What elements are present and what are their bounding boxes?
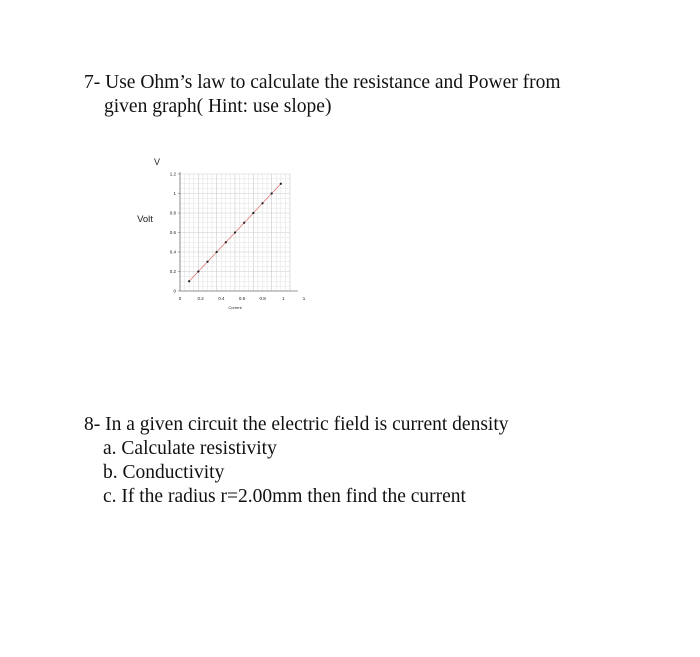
- x-tick-label: 0.4: [218, 296, 225, 301]
- question-8-item-b: b. Conductivity: [103, 462, 225, 483]
- question-8-item-a: a. Calculate resistivity: [103, 438, 277, 459]
- question-8-item-c: c. If the radius r=2.00mm then find the current: [103, 486, 466, 507]
- data-point: [188, 280, 190, 282]
- data-point: [261, 202, 263, 204]
- question-8-title: 8- In a given circuit the electric field is current density: [84, 414, 509, 435]
- x-tick-label: 1: [282, 296, 285, 301]
- y-axis-title-side: Volt: [137, 214, 153, 225]
- data-point: [197, 270, 199, 272]
- data-point: [280, 183, 282, 185]
- y-axis-title-top: V: [153, 157, 161, 167]
- x-axis-title: Current: [228, 305, 242, 310]
- chart-axes: [178, 172, 298, 291]
- x-tick-label: 0.8: [259, 296, 266, 301]
- data-point: [216, 251, 218, 253]
- y-tick-label: 0.6: [169, 230, 176, 235]
- x-tick-label: 1: [302, 296, 306, 301]
- data-point: [252, 212, 254, 214]
- voltage-current-graph: [120, 148, 320, 323]
- y-tick-label: 1: [173, 191, 176, 196]
- y-tick-label: 0.8: [169, 210, 176, 216]
- x-tick-label: 0.2: [197, 296, 204, 301]
- x-tick-label: 0.6: [238, 296, 246, 301]
- chart-svg: [120, 148, 320, 323]
- data-point: [206, 261, 208, 263]
- y-tick-label: 0.4: [169, 249, 176, 255]
- y-tick-label: 0.2: [169, 269, 176, 274]
- question-8: [84, 413, 509, 509]
- question-7: [84, 71, 561, 119]
- y-tick-label: 1.2: [169, 171, 176, 177]
- data-point: [271, 192, 273, 194]
- question-7-line1: 7- Use Ohm’s law to calculate the resistance and Power from: [84, 72, 561, 93]
- y-tick-label: 0: [173, 288, 176, 294]
- data-point: [225, 241, 227, 243]
- question-7-line2: given graph( Hint: use slope): [104, 96, 332, 117]
- x-tick-label: 0: [178, 296, 182, 301]
- data-point: [234, 231, 236, 233]
- data-point: [243, 222, 245, 224]
